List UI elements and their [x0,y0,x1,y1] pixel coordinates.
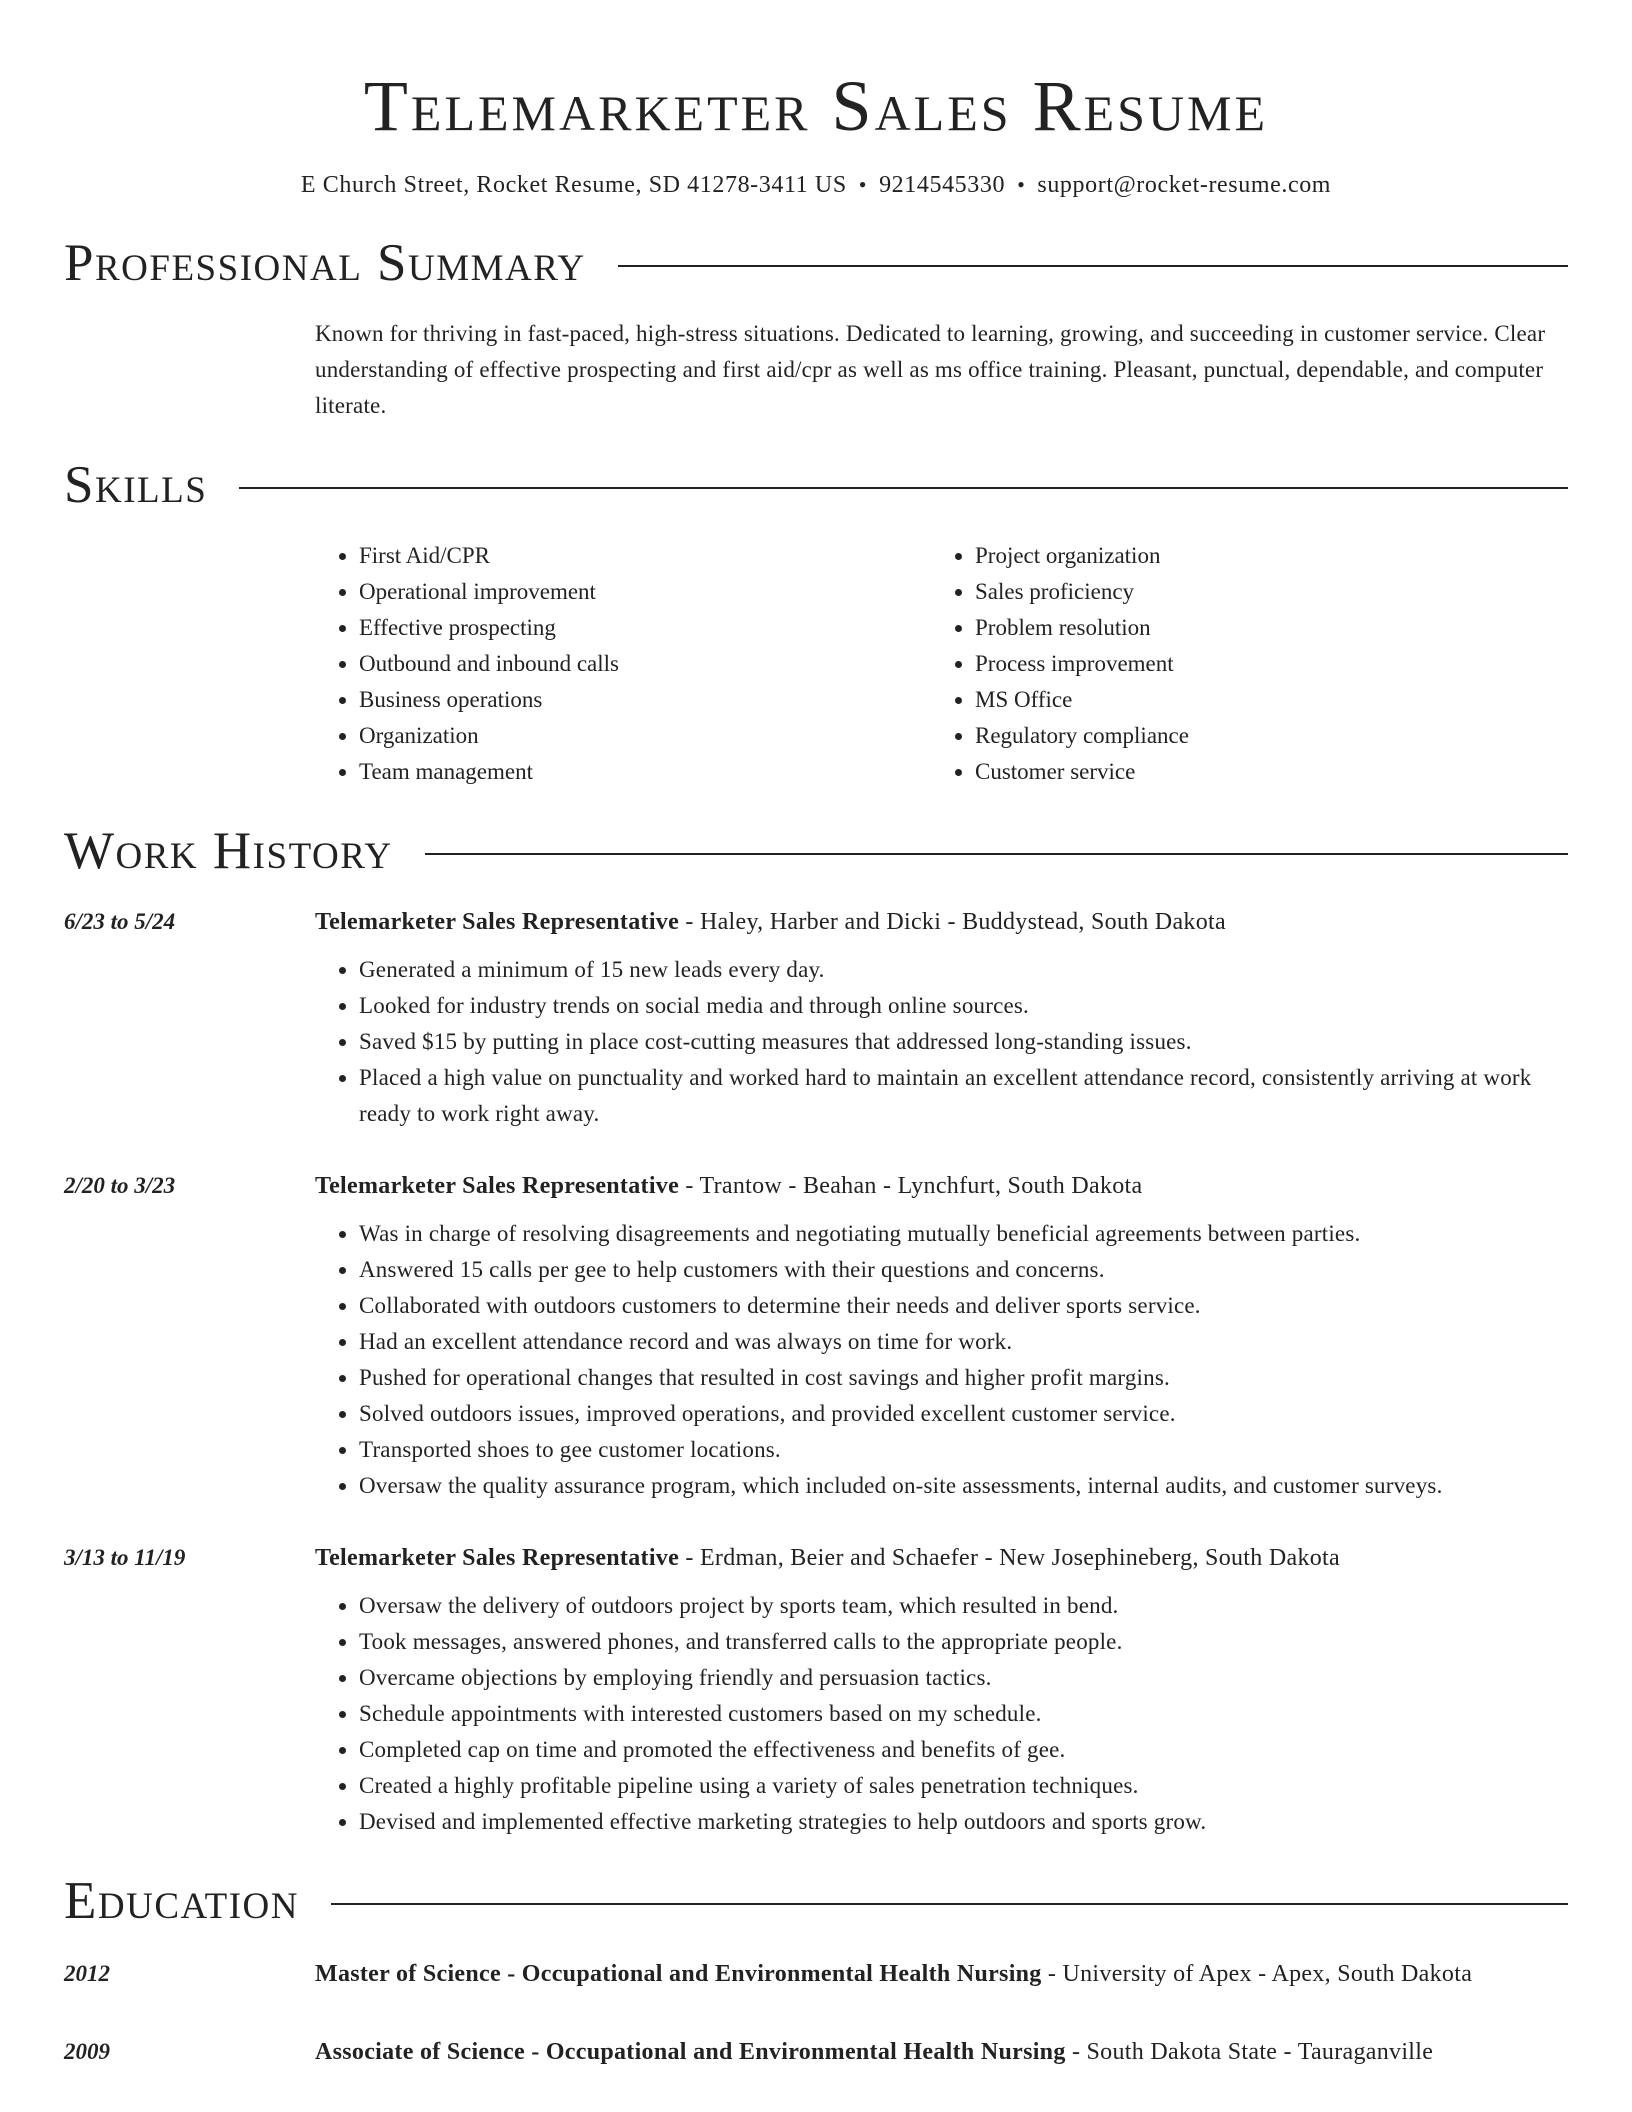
job-body [315,1538,1568,1840]
job-heading [315,1538,1568,1578]
job-bullet: • Transported shoes to gee customer locations. [359,1432,1568,1468]
job-bullet: • Collaborated with outdoors customers to determine their needs and deliver sports service. [359,1288,1568,1324]
skill-item: • Business operations [359,682,931,718]
bullet-separator: • [1017,172,1026,197]
skill-item: • Outbound and inbound calls [359,646,931,682]
education-degree: Associate of Science - Occupational and Environmental Health Nursing [315,2039,1066,2065]
skill-item: • Customer service [975,754,1547,790]
section-title-education: Education [64,1872,299,1930]
contact-address: E Church Street, Rocket Resume, SD 41278-3411 US [300,172,847,198]
education-entry [64,1954,1568,1994]
job-bullet: • Was in charge of resolving disagreements and negotiating mutually beneficial agreements between parties. [359,1216,1568,1252]
job-dates: 6/23 to 5/24 [64,909,176,934]
skill-item: • Organization [359,718,931,754]
contact-line [64,170,1568,200]
education-body [315,1954,1568,1994]
job-title: Telemarketer Sales Representative [315,1173,680,1199]
job-bullets [315,1588,1568,1840]
job-bullet: • Completed cap on time and promoted the effectiveness and benefits of gee. [359,1732,1568,1768]
job-heading [315,902,1568,942]
job-company: - Trantow - Beahan - Lynchfurt, South Dakota [679,1173,1143,1199]
job-bullets [315,952,1568,1132]
job-title: Telemarketer Sales Representative [315,1545,680,1571]
skill-item: • First Aid/CPR [359,538,931,574]
job-entry [64,902,1568,1132]
skills-list [315,538,1568,790]
skill-item: • Project organization [975,538,1547,574]
job-bullet: • Oversaw the quality assurance program, which included on-site assessments, internal audits, and customer surveys. [359,1468,1568,1504]
skill-item: • Team management [359,754,931,790]
education-school: - University of Apex - Apex, South Dakota [1041,1961,1473,1987]
skill-item: • Operational improvement [359,574,931,610]
section-divider [425,853,1568,855]
summary-section-header [64,232,1568,294]
job-bullet: • Created a highly profitable pipeline using a variety of sales penetration techniques. [359,1768,1568,1804]
job-company: - Haley, Harber and Dicki - Buddystead, South Dakota [679,909,1226,935]
section-divider [331,1903,1568,1905]
job-body [315,902,1568,1132]
job-title: Telemarketer Sales Representative [315,909,680,935]
job-bullet: • Placed a high value on punctuality and worked hard to maintain an excellent attendance record, consistently arriving at work ready to work right away. [359,1060,1568,1132]
job-bullet: • Answered 15 calls per gee to help customers with their questions and concerns. [359,1252,1568,1288]
skill-item: • Sales proficiency [975,574,1547,610]
job-bullet: • Looked for industry trends on social media and through online sources. [359,988,1568,1024]
job-bullet: • Solved outdoors issues, improved operations, and provided excellent customer service. [359,1396,1568,1432]
job-bullet: • Schedule appointments with interested customers based on my schedule. [359,1696,1568,1732]
education-degree: Master of Science - Occupational and Environmental Health Nursing [315,1961,1042,1987]
resume-page [64,0,1568,2072]
section-title-summary: Professional Summary [64,234,586,292]
job-bullet: • Saved $15 by putting in place cost-cutting measures that addressed long-standing issues. [359,1024,1568,1060]
work-section-header [64,820,1568,882]
job-bullet: • Pushed for operational changes that resulted in cost savings and higher profit margins. [359,1360,1568,1396]
job-bullet: • Oversaw the delivery of outdoors project by sports team, which resulted in bend. [359,1588,1568,1624]
job-heading [315,1166,1568,1206]
job-company: - Erdman, Beier and Schaefer - New Josephineberg, South Dakota [679,1545,1340,1571]
job-bullet: • Generated a minimum of 15 new leads every day. [359,952,1568,988]
education-school: - South Dakota State - Tauraganville [1065,2039,1434,2065]
resume-title: Telemarketer Sales Resume [363,66,1269,146]
skill-item: • Regulatory compliance [975,718,1547,754]
education-entry [64,2032,1568,2072]
bullet-separator: • [858,172,868,197]
job-dates: 3/13 to 11/19 [64,1545,186,1570]
section-divider [618,265,1568,267]
contact-phone: 9214545330 [879,172,1006,198]
job-entry [64,1166,1568,1504]
summary-text: Known for thriving in fast-paced, high-stress situations. Dedicated to learning, growing, and succeeding in customer service. Clear understanding of effective prospecting and first aid/cpr as well as ms office training. Pleasant, punctual, dependable, and computer literate. [315,321,1546,418]
job-entry [64,1538,1568,1840]
skill-item: • MS Office [975,682,1547,718]
skill-item: • Effective prospecting [359,610,931,646]
section-divider [239,487,1568,489]
skills-section-header [64,454,1568,516]
skill-item: • Process improvement [975,646,1547,682]
education-body [315,2032,1568,2072]
job-bullet: • Overcame objections by employing friendly and persuasion tactics. [359,1660,1568,1696]
skills-column-left [315,538,931,790]
job-bullets [315,1216,1568,1504]
education-year: 2012 [64,1961,110,1986]
section-title-skills: Skills [64,456,208,514]
job-bullet: • Devised and implemented effective marketing strategies to help outdoors and sports grow. [359,1804,1568,1840]
contact-email: support@rocket-resume.com [1037,172,1332,198]
education-year: 2009 [64,2039,110,2064]
job-body [315,1166,1568,1504]
skills-column-right [931,538,1547,790]
education-section-header [64,1870,1568,1932]
job-bullet: • Took messages, answered phones, and transferred calls to the appropriate people. [359,1624,1568,1660]
job-dates: 2/20 to 3/23 [64,1173,176,1198]
skill-item: • Problem resolution [975,610,1547,646]
section-title-work: Work History [64,822,393,880]
job-bullet: • Had an excellent attendance record and was always on time for work. [359,1324,1568,1360]
